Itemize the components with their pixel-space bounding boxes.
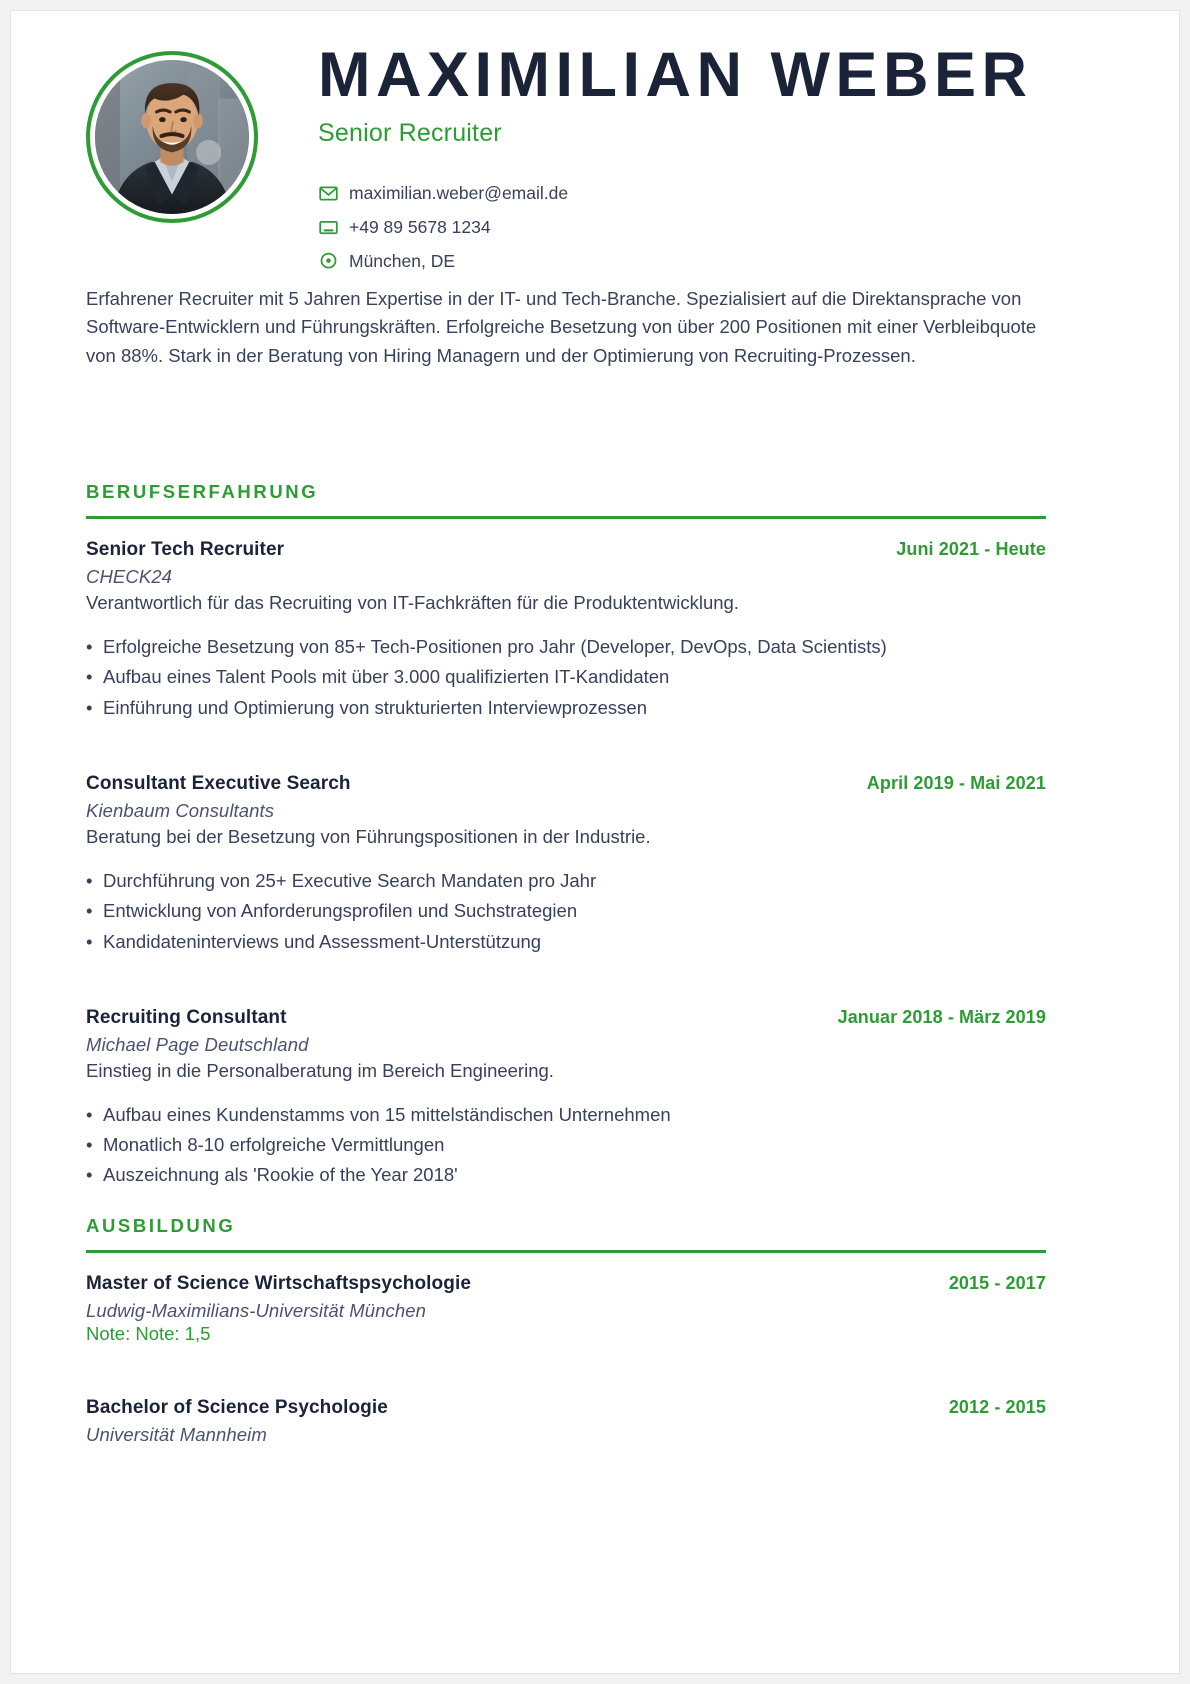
experience-entry — [86, 773, 1046, 955]
entry-header — [86, 1273, 1046, 1295]
bullet-item: • Monatlich 8-10 erfolgreiche Vermittlungen — [86, 1131, 1046, 1158]
section-rule — [86, 1250, 1046, 1253]
entry-description: Einstieg in die Personalberatung im Bereich Engineering. — [86, 1059, 554, 1081]
contact-email[interactable] — [318, 176, 1180, 210]
envelope-icon — [318, 183, 339, 204]
entry-bullets — [86, 867, 1046, 955]
entry-description: Verantwortlich für das Recruiting von IT-Fachkräften für die Produktentwicklung. — [86, 592, 739, 613]
experience-entry — [86, 1007, 1046, 1189]
resume-content — [86, 39, 1046, 1472]
bullet-item: • Kandidateninterviews und Assessment-Unterstützung — [86, 928, 1046, 955]
section-experience — [86, 481, 1046, 1189]
entry-company: Kienbaum Consultants — [86, 799, 275, 821]
entry-title: Recruiting Consultant — [86, 1006, 287, 1028]
contact-phone-value: +49 89 5678 1234 — [349, 216, 491, 237]
entry-date: 2012 - 2015 — [948, 1396, 1046, 1417]
contact-list — [318, 176, 1180, 278]
entry-bullets — [86, 1101, 1046, 1189]
section-title-experience: BERUFSERFAHRUNG — [86, 481, 319, 502]
entry-company: CHECK24 — [86, 566, 173, 587]
contact-location-value: München, DE — [349, 250, 456, 271]
experience-entry — [86, 539, 1046, 721]
contact-location[interactable] — [318, 244, 1180, 278]
resume-header — [86, 39, 1046, 366]
entry-spacer — [86, 1371, 1046, 1397]
bullet-item: • Auszeichnung als 'Rookie of the Year 2018' — [86, 1161, 1046, 1188]
contact-phone[interactable] — [318, 210, 1180, 244]
entry-header — [86, 773, 1046, 795]
bullet-item: • Aufbau eines Kundenstamms von 15 mittelständischen Unternehmen — [86, 1101, 1046, 1128]
entry-grade: Note: Note: 1,5 — [86, 1322, 211, 1344]
entry-title: Consultant Executive Search — [86, 772, 351, 794]
entry-date: April 2019 - Mai 2021 — [866, 772, 1046, 793]
map-pin-icon — [318, 251, 339, 272]
entry-spacer — [86, 747, 1046, 773]
education-entry — [86, 1273, 1046, 1345]
entry-title: Senior Tech Recruiter — [86, 539, 285, 560]
bullet-item: • Einführung und Optimierung von strukturierten Interviewprozessen — [86, 694, 1046, 721]
bullet-item: • Entwicklung von Anforderungsprofilen und Suchstrategien — [86, 897, 1046, 924]
resume-page — [10, 10, 1180, 1674]
education-entry — [86, 1397, 1046, 1446]
profile-summary: Erfahrener Recruiter mit 5 Jahren Expertise in der IT- und Tech-Branche. Spezialisiert auf die Direktansprache von Software-Entwicklern und Führungskräften. Erfolgreiche Besetzung von über 200 Positionen mit einer Verbleibquote von 88%. Stark in der Beratung von Hiring Managern und der Optimierung von Recruiting-Prozessen. — [86, 288, 1037, 366]
entry-date: Juni 2021 - Heute — [896, 539, 1046, 559]
bullet-item: • Erfolgreiche Besetzung von 85+ Tech-Positionen pro Jahr (Developer, DevOps, Data Scientists) — [86, 633, 1046, 660]
entry-header — [86, 1397, 1046, 1419]
entry-title: Master of Science Wirtschaftspsychologie — [86, 1272, 471, 1294]
entry-description: Beratung bei der Besetzung von Führungspositionen in der Industrie. — [86, 825, 651, 847]
entry-institution: Ludwig-Maximilians-Universität München — [86, 1299, 427, 1321]
avatar-photo — [95, 60, 249, 214]
bullet-item: • Aufbau eines Talent Pools mit über 3.000 qualifizierten IT-Kandidaten — [86, 663, 1046, 690]
entry-header — [86, 539, 1046, 561]
entry-title: Bachelor of Science Psychologie — [86, 1396, 388, 1418]
job-role-subtitle: Senior Recruiter — [318, 119, 502, 148]
avatar — [86, 51, 258, 223]
section-title-education: AUSBILDUNG — [86, 1214, 236, 1236]
entry-date: 2015 - 2017 — [948, 1272, 1046, 1293]
section-education — [86, 1215, 1046, 1446]
bullet-item: • Durchführung von 25+ Executive Search Mandaten pro Jahr — [86, 867, 1046, 894]
entry-company: Michael Page Deutschland — [86, 1033, 309, 1055]
phone-icon — [318, 217, 339, 238]
entry-spacer — [86, 981, 1046, 1007]
entry-date: Januar 2018 - März 2019 — [837, 1006, 1046, 1027]
entry-institution: Universität Mannheim — [86, 1423, 267, 1445]
entry-header — [86, 1007, 1046, 1029]
portrait-illustration — [95, 60, 249, 214]
section-rule — [86, 516, 1046, 519]
contact-email-value: maximilian.weber@email.de — [349, 182, 569, 203]
page-title: MAXIMILIAN WEBER — [318, 40, 1033, 110]
entry-bullets — [86, 633, 1046, 721]
header-text-block — [318, 39, 1180, 278]
